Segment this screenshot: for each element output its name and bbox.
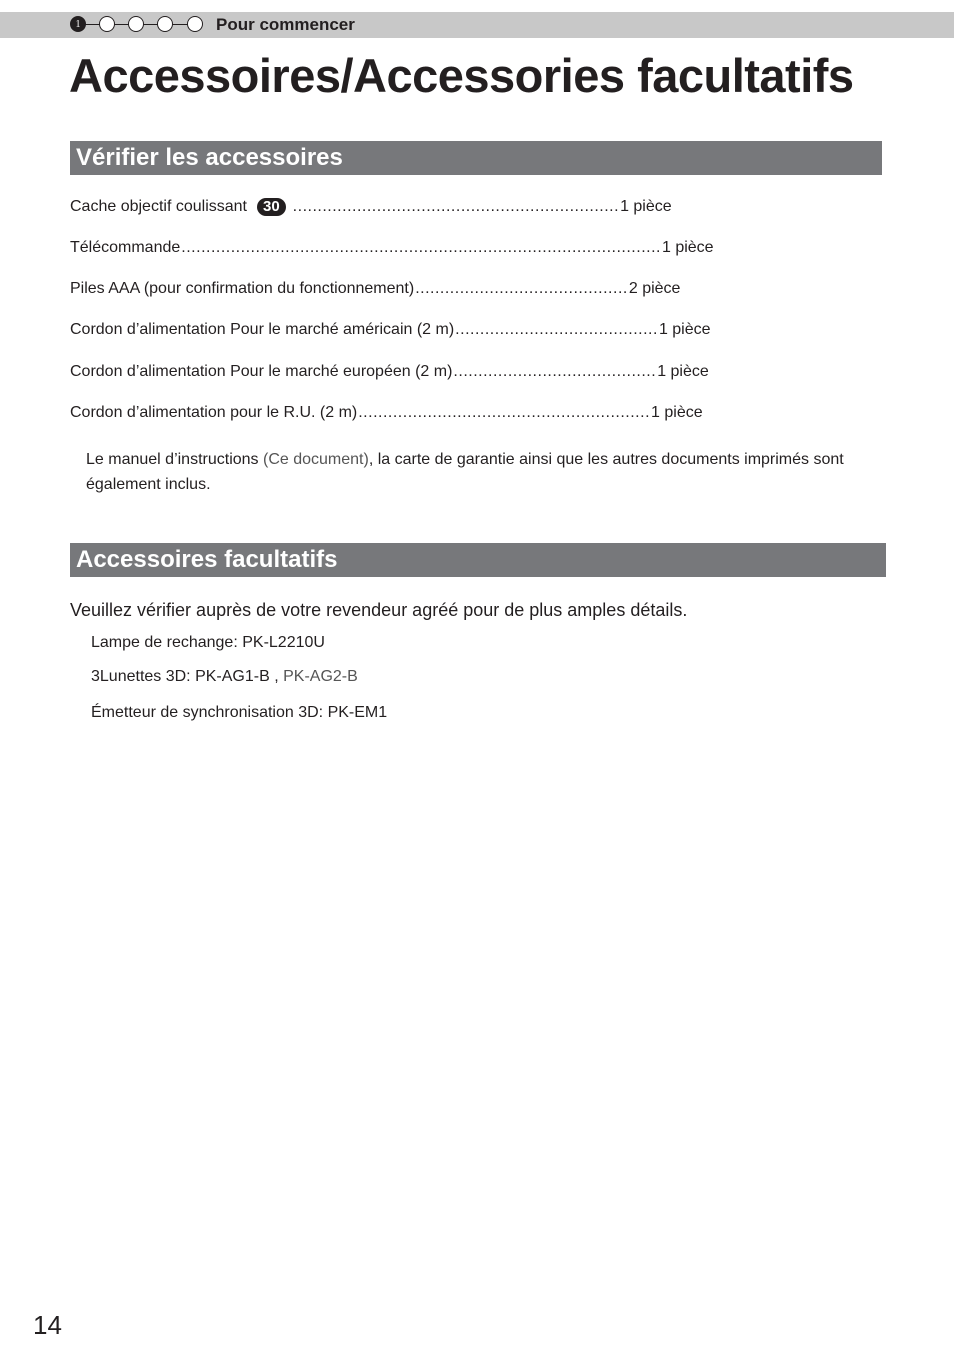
included-documents-note <box>86 447 886 497</box>
optional-accessory-text: Lampe de rechange: PK-L2210U <box>91 634 325 651</box>
accessory-quantity: 1 pièce <box>620 198 672 215</box>
page-reference-badge[interactable]: 30 <box>257 198 286 216</box>
note-text-start: Le manuel d’instructions <box>86 451 263 468</box>
accessory-name: Télécommande <box>70 239 181 256</box>
optional-accessory-alt-model: PK-AG2-B <box>283 668 358 685</box>
accessory-row <box>70 236 714 260</box>
accessory-quantity: 1 pièce <box>661 239 714 256</box>
accessory-name: Piles AAA (pour confirmation du fonctionnement) <box>70 280 415 297</box>
progress-step-4 <box>157 16 173 32</box>
page-number: 14 <box>33 1310 62 1340</box>
accessory-quantity: 2 pièce <box>628 280 681 297</box>
dot-leader: ......................................... <box>455 321 658 338</box>
accessory-quantity: 1 pièce <box>657 363 709 380</box>
accessory-row <box>70 360 709 384</box>
optional-intro-text: Veuillez vérifier auprès de votre revendeur agréé pour de plus amples détails. <box>70 600 688 620</box>
chapter-progress-indicator <box>70 16 210 34</box>
accessory-name: Cordon d’alimentation pour le R.U. (2 m) <box>70 404 358 421</box>
page-title: Accessoires/Accessories facultatifs <box>69 49 854 102</box>
accessory-row <box>70 318 711 342</box>
progress-step-2 <box>99 16 115 32</box>
optional-accessory-item <box>91 666 358 688</box>
note-document-reference: (Ce document) <box>262 451 369 468</box>
optional-accessory-item <box>91 702 387 724</box>
dot-leader: ................................................................................................. <box>181 239 661 256</box>
section-heading-optional-accessories: Accessoires facultatifs <box>70 543 886 577</box>
note-text-end: , la carte de garantie ainsi que les autres documents imprimés sont également inclus. <box>86 451 844 493</box>
accessory-row <box>70 401 703 425</box>
accessory-name: Cordon d’alimentation Pour le marché américain (2 m) <box>70 321 455 338</box>
progress-step-5 <box>187 16 203 32</box>
accessory-row <box>70 277 681 301</box>
progress-step-1: 1 <box>70 16 86 32</box>
dot-leader: .................................................................. <box>292 198 620 215</box>
chapter-label: Pour commencer <box>216 15 355 34</box>
dot-leader: ......................................... <box>453 363 657 380</box>
optional-accessory-text: Émetteur de synchronisation 3D: PK-EM1 <box>91 704 388 721</box>
optional-accessory-item <box>91 632 325 654</box>
dot-leader: ........................................................... <box>358 404 651 421</box>
accessory-quantity: 1 pièce <box>658 321 711 338</box>
progress-step-3 <box>128 16 144 32</box>
accessory-row <box>70 195 672 219</box>
accessory-name: Cordon d’alimentation Pour le marché européen (2 m) <box>70 363 453 380</box>
accessory-quantity: 1 pièce <box>651 404 703 421</box>
optional-accessory-text: 3Lunettes 3D: PK-AG1-B , <box>91 668 284 685</box>
section-heading-check-accessories: Vérifier les accessoires <box>70 141 882 175</box>
accessory-name: Cache objectif coulissant <box>70 198 247 215</box>
dot-leader: ........................................... <box>415 280 628 297</box>
